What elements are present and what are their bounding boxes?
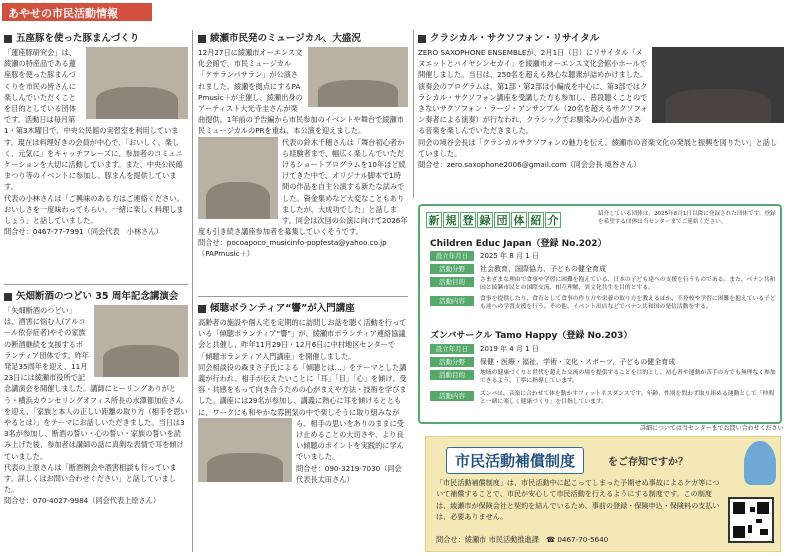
article-contact: 問合せ：zero.saxophone2006@gmail.com（同会会長 境谷さん） — [418, 160, 641, 170]
group-row: 活動内容 食事を提供したり、食育として食事の作り方や栄養の取り方を教えるほか、不登校や学習に困難を抱えている子ども達への学習支援を行う。その他、イベント出店などでベナン共和国の発信活動をする。 — [430, 296, 778, 311]
subsidy-text: 「市民活動補償制度」は、市民活動中に起こってしまった予期せぬ事故によるケガ等について補償することで、市民が安心して市民活動を行えるようにする制度です。この制度は、綾瀬市が保険会社と契約を結んでいるため、事前の登録・保険申込・保険料の支払いは、必要ありません。 — [436, 478, 720, 521]
article-title: 傾聴ボランティア“響”が入門講座 — [198, 300, 408, 314]
group-row: 活動分野 社会教育、国際協力、子どもの健全育成 — [430, 264, 606, 274]
subsidy-subtitle: をご存知ですか？ — [608, 457, 688, 468]
article-body: 「矢畑断酒のつどい」は、酒害に悩む人(アルコール依存症者)やその家族の断酒継続を支援するボランティア団体です。昨年発足35周年を迎え、11月23日には綾瀬市役所で記念講演会を開催しました。講師にヒーリングありがとう・横浜カウンセリングオフィス所長の水澤都加佐さんを迎え、「家族と本人の正しい距離の取り方（相手を思いやるとは）」をテーマにお話しいただきました。当日は33名が参加し、断酒の誓い・心の誓い・家族の誓いを読み上げた後、参加者は講師の話に真剣な表情で耳を傾けていました。 代表の上原さんは「断酒例会や酒害相談も行っています。詳しくはお問い合わせください」と話していました。 — [4, 306, 188, 495]
photo-keicho-workshop — [198, 418, 292, 482]
subsidy-title: 市民活動補償制度 — [446, 447, 584, 474]
section-header: あやせの市民活動情報 — [2, 3, 152, 21]
article-title: クラシカル・サクソフォン・リサイタル — [418, 30, 784, 44]
group-row: 活動分野 保健・医療・福祉、学術・文化・スポーツ、子どもの健全育成 — [430, 357, 675, 367]
article-contact: 問合せ：070-4027-9984（同会代表上原さん） — [4, 496, 161, 506]
subsidy-contact: 問合せ：綾瀬市 市民活動推進課 ☎ 0467-70-5640 — [436, 535, 609, 544]
article-body: 高齢者の施設や個人宅を定期的に訪問しお話を聴く活動を行っている「傾聴ボランティア“響”」が、綾瀬市ボランティア連絡協議会と共催し、昨年11月29日・12月6日に中村地区センターで「傾聴ボランティア入門講座」を開催しました。 同会相談役の森まさ子氏による「傾聴とは…」をテーマとした講義が行われ、相手が伝えたいことに「耳」「目」「心」を傾け、受容・共感をもって向き合うための心がまえや方法・技術を学びました。講座には29名が参加し、講義に熱心に耳を傾けるとともに、ワークにも和やかな雰囲気の中で楽しそ うに取り組みながら、相手の思いをありのままに受け止めることの大切さや、より良い傾聴のポイントを実践的に学んでいました。 — [198, 317, 408, 463]
article-title: 綾瀬市民発のミュージカル、大盛況 — [198, 30, 408, 44]
new-groups-heading: 新 規 登 録 団 体 紹 介 — [426, 212, 561, 228]
more-info-note: 詳細については当センターまでお問い合わせください — [640, 425, 784, 432]
qr-code-icon[interactable] — [728, 497, 774, 543]
subsidy-box — [425, 436, 781, 552]
article-saxophone — [418, 30, 784, 200]
article-title: 五座豚を使った豚まんづくり — [4, 30, 188, 44]
new-groups-box — [418, 204, 782, 424]
group-row: 活動内容 ズンバは、音楽に合わせて体を動かすフィットネスダンスです。年齢、性別を問わず取り組める運動として「仲間と一緒に楽しく健康づくり」を目指しています。 — [430, 391, 778, 406]
new-groups-note: 紹介している団体は、2025年8月1日以降に登録された団体です。登録を希望する団体は当センターまでご連絡ください。 — [598, 211, 776, 225]
article-butaman — [4, 30, 188, 280]
article-contact: 問合せ：0467-77-7991（同会代表 小林さん） — [4, 227, 163, 237]
photo-musical-stage — [198, 137, 278, 219]
mascot-icon — [744, 441, 776, 485]
group-row: 活動目的 さまざまな理由で食事や学習に困難を抱えている、日本の子ども達への支援を行うものである。また、ベナン共和国と綾瀬市民との国際交流、相互理解、異文化共生を目的とする。 — [430, 277, 778, 292]
article-title: 矢畑断酒のつどい 35 周年記念講演会 — [4, 288, 188, 302]
group-row: 活動目的 地域の健康づくりと世代を超えた交流の場を提供することを目的とし、初心者や運動が苦手の方でも無理なく参加できるよう、丁寧に指導しています。 — [430, 370, 778, 385]
group-name: Children Educ Japan（登録 No.202） — [430, 239, 607, 249]
group-row: 設立年月日 2025 年 8 月 1 日 — [430, 251, 539, 261]
photo-musical-cast — [308, 47, 408, 107]
article-body: 12月27日に綾瀬市オーエンス文化会館で、市民ミュージカル「ケサランパサラン」が公演されました。綾瀬を拠点にするPAPmusic＋が主催し、綾瀬出身のアーティスト大光寺圭さんが楽曲提供。1年前の予告編から市民参加のイベントや舞台で綾瀬市民ミュージカルのPRを重ね、本公演を迎えました。 代表の鈴木千穂さんは「舞台初心者から経験者まで、幅広く楽しんでいただけるショートプログラムを10年ほど続けてきた中で、オリジナル脚本で1時間の作品を自主公演する新たな試みでした。資金集めなど大変なこともありましたが、大成功でした」と話します。同会は次回の公演に向けて2026年度も引き続き講座参加者を募集していくそうです。 — [198, 48, 408, 237]
article-body: 「蓮座豚研究会」は、綾瀬の特産品である蓮座豚を使った豚まんづくりを市民の皆さんに楽しんでいただくことを目的としている団体です。活動日は毎月第1・第3木曜日で、中央公民館の実習室を利用しています。現在は料理好きの会員が中心で、「おいしく、楽しく、元気に」をキャッチフレーズに、参加者のコミュニケーションを大切に活動しています。また、中央公民館まつり等のイベントに参加し、豚まんを提供しています。 代表の小林さんは「ご興味のある方はご連絡ください。おいしさを一度味わってもらい、一緒に楽しく料理しましょう」と話していました。 — [4, 48, 184, 226]
article-danshu — [4, 288, 188, 554]
article-keicho — [198, 300, 408, 554]
article-musical — [198, 30, 408, 294]
article-body: ZERO SAXOPHONE ENSEMBLEが、2月1日（日）にリサイタル「メヌエットとバイヤシンセカイ」を綾瀬市オーエンス文化会館小ホールで開催しました。当日は、250名を超える熱心な聴衆が詰めかけました。 演奏会のプログラムは、第1部・第2部は小編成を中心に、第3部ではクラシカル・サクソフォン講座を受講した方も参加し、普段聴くことのできないサクソフォン・ラージ・アンサンブル（20名を超えるサクソフォン奏者による演奏）が行なわれ、クラシックでお馴染みの心温かさある音楽を楽しんでいただきました。 同会の境谷会長は「クラシカルサクソフォンの魅力を伝え、綾瀬市の音楽文化の発展と振興を図りたい」と話していました。 — [418, 48, 778, 158]
group-name: ズンバサークル Tamo Happy（登録 No.203） — [430, 331, 633, 341]
photo-cooking — [86, 47, 188, 119]
article-contact: 問合せ：090-3219-7030（同会代表長太田さん） — [296, 463, 402, 484]
group-row: 設立年月日 2019 年 4 月 1 日 — [430, 344, 539, 354]
photo-lecture — [94, 305, 188, 377]
article-contact: 問合せ：pocoapoco_musicinfo-popfesta@yahoo.co.jp（PAPmusic＋） — [198, 238, 387, 259]
photo-saxophone-ensemble — [652, 47, 784, 123]
